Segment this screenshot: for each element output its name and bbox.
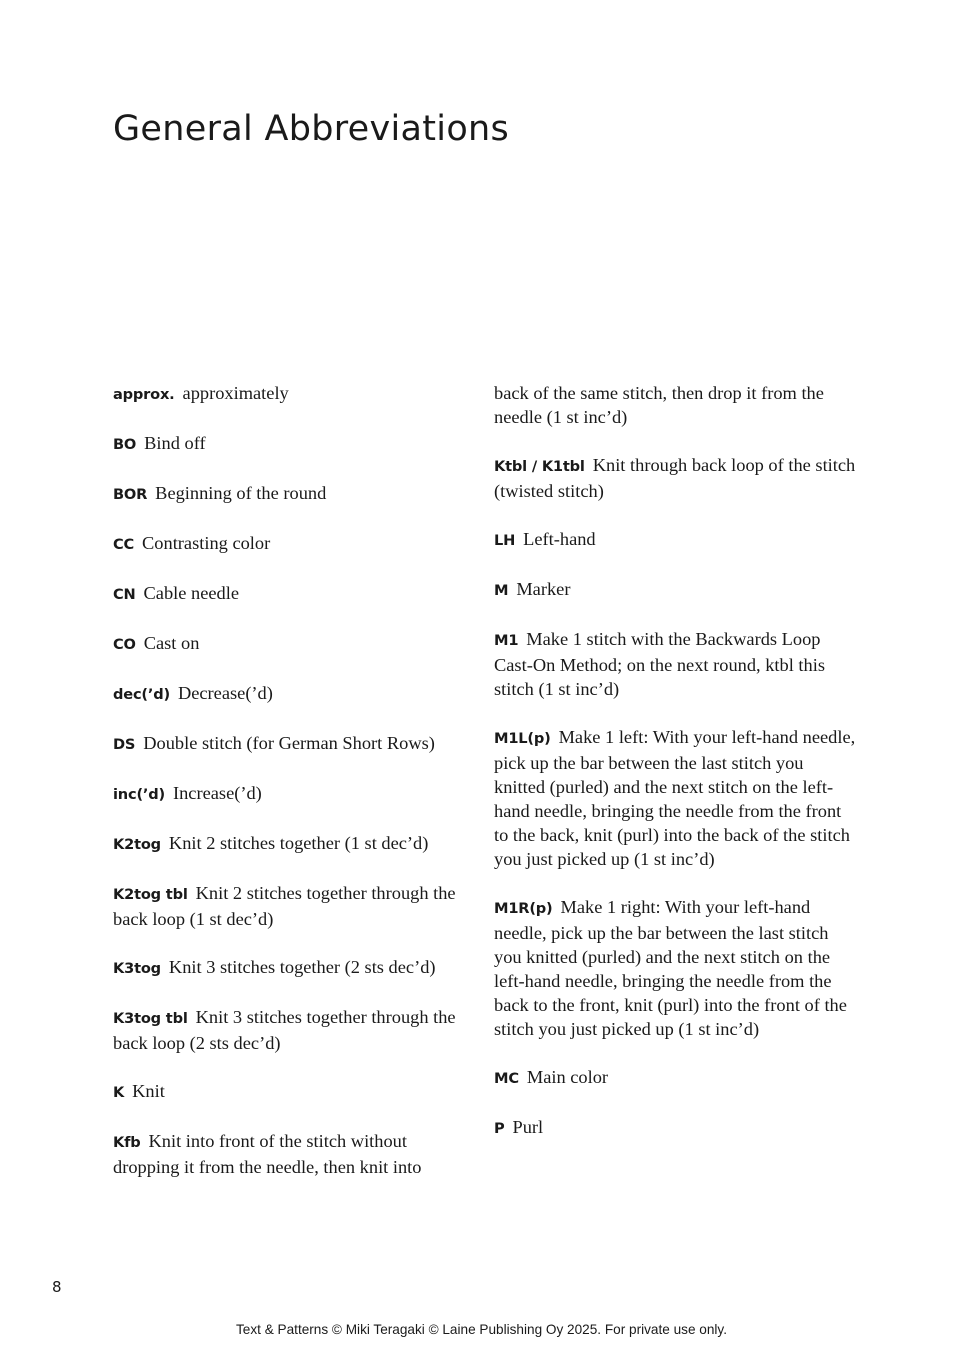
abbreviation-entry xyxy=(113,481,463,507)
abbreviation-definition: Beginning of the round xyxy=(155,483,327,503)
abbreviation-entry xyxy=(113,1129,463,1179)
abbreviation-entry xyxy=(113,381,463,407)
abbreviation-definition: Cast on xyxy=(143,633,200,653)
abbreviation-entry xyxy=(494,1065,856,1091)
abbreviation-definition: Double stitch (for German Short Rows) xyxy=(143,733,435,753)
abbreviation-entry xyxy=(113,681,463,707)
abbreviation-term: DS xyxy=(113,736,136,753)
abbreviation-definition: Knit 2 stitches together (1 st dec’d) xyxy=(168,833,429,853)
abbreviation-entry xyxy=(113,431,463,457)
abbreviation-term: K2tog xyxy=(113,836,161,853)
abbreviation-definition: Knit xyxy=(132,1081,165,1101)
abbreviation-definition: Knit 3 stitches together (2 sts dec’d) xyxy=(168,957,436,977)
abbreviation-definition: Purl xyxy=(512,1117,544,1137)
abbreviation-definition: Left-hand xyxy=(523,529,596,549)
abbreviation-definition: Increase(’d) xyxy=(172,783,262,803)
abbreviation-term: inc(’d) xyxy=(113,786,165,803)
abbreviation-entry xyxy=(494,627,856,701)
abbreviation-definition: Knit 2 stitches together through the back loop (1 st dec’d) xyxy=(113,883,456,929)
abbreviation-term: K3tog tbl xyxy=(113,1010,188,1027)
abbreviation-entry xyxy=(494,725,856,871)
abbreviation-definition: Contrasting color xyxy=(142,533,271,553)
abbreviation-definition: Make 1 right: With your left-hand needle, pick up the bar between the last stitch you knitted (purled) and the next stitch on the left-hand needle, bringing the needle from the back to the front, knit (purl) into the front of the stitch you just picked up (1 st inc’d) xyxy=(494,897,847,1039)
abbreviation-entry xyxy=(113,581,463,607)
abbreviation-definition: Make 1 stitch with the Backwards Loop Cast-On Method; on the next round, ktbl this stitch (1 st inc’d) xyxy=(494,629,826,699)
abbreviation-term: MC xyxy=(494,1070,519,1087)
abbreviation-term: BO xyxy=(113,436,137,453)
abbreviation-term: K2tog tbl xyxy=(113,886,188,903)
abbreviation-definition: Knit into front of the stitch without dropping it from the needle, then knit into xyxy=(113,1131,422,1177)
abbreviation-definition: Main color xyxy=(526,1067,609,1087)
abbreviation-entry xyxy=(494,1115,856,1141)
abbreviation-entry xyxy=(494,577,856,603)
continued-definition: back of the same stitch, then drop it from the needle (1 st inc’d) xyxy=(494,383,824,427)
abbreviation-term: dec(’d) xyxy=(113,686,170,703)
abbreviation-term: K xyxy=(113,1084,125,1101)
abbreviation-term: P xyxy=(494,1120,505,1137)
abbreviation-definition: Knit through back loop of the stitch (twisted stitch) xyxy=(494,455,856,501)
copyright-footer: Text & Patterns © Miki Teragaki © Laine Publishing Oy 2025. For private use only. xyxy=(235,1322,727,1337)
abbreviations-left-column xyxy=(113,381,463,1179)
abbreviation-definition: Marker xyxy=(516,579,571,599)
abbreviation-definition: Cable needle xyxy=(143,583,240,603)
abbreviation-entry xyxy=(113,631,463,657)
abbreviation-term: CC xyxy=(113,536,135,553)
abbreviations-right-column xyxy=(494,381,856,1141)
abbreviation-term: LH xyxy=(494,532,516,549)
abbreviation-entry xyxy=(113,731,463,757)
page-title: General Abbreviations xyxy=(113,109,510,149)
abbreviation-entry xyxy=(113,955,463,981)
abbreviation-entry xyxy=(113,781,463,807)
abbreviation-definition: Make 1 left: With your left-hand needle, pick up the bar between the last stitch you knitted (purled) and the next stitch on the left-hand needle, bringing the needle from the front to the back, knit (purl) into the back of the stitch you just picked up (1 st inc’d) xyxy=(494,727,856,869)
abbreviation-entry xyxy=(494,895,856,1041)
abbreviation-term: M1R(p) xyxy=(494,900,553,917)
abbreviation-entry xyxy=(494,527,856,553)
abbreviation-term: CO xyxy=(113,636,136,653)
abbreviation-entry xyxy=(113,1005,463,1055)
abbreviation-entry xyxy=(494,453,856,503)
abbreviation-term: CN xyxy=(113,586,136,603)
abbreviation-definition: approximately xyxy=(182,383,289,403)
abbreviation-entry xyxy=(113,881,463,931)
page-number: 8 xyxy=(52,1278,62,1296)
abbreviation-entry xyxy=(113,831,463,857)
abbreviation-entry xyxy=(113,531,463,557)
abbreviation-entry xyxy=(113,1079,463,1105)
abbreviation-definition: Decrease(’d) xyxy=(177,683,273,703)
abbreviation-term: Ktbl / K1tbl xyxy=(494,458,585,475)
abbreviation-term: M xyxy=(494,582,509,599)
abbreviation-term: Kfb xyxy=(113,1134,141,1151)
abbreviation-term: K3tog xyxy=(113,960,161,977)
abbreviation-definition: Knit 3 stitches together through the back loop (2 sts dec’d) xyxy=(113,1007,456,1053)
abbreviation-term: M1 xyxy=(494,632,519,649)
abbreviation-term: BOR xyxy=(113,486,148,503)
abbreviation-term: M1L(p) xyxy=(494,730,551,747)
abbreviation-term: approx. xyxy=(113,386,175,403)
abbreviation-definition: Bind off xyxy=(144,433,206,453)
